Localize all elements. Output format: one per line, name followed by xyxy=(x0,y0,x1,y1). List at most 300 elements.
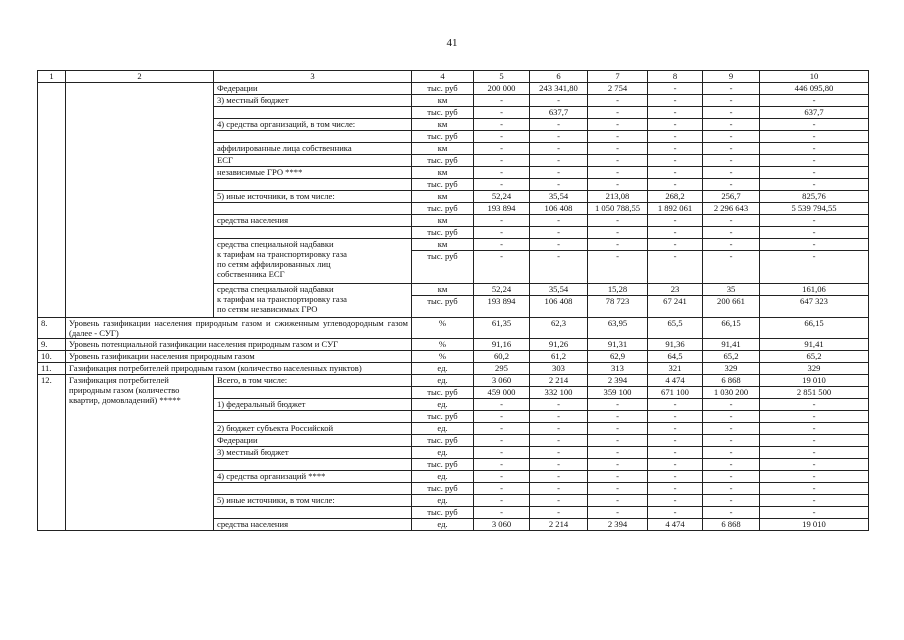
value-cell: - xyxy=(530,483,588,495)
value-cell: 52,24 xyxy=(474,191,530,203)
value-cell: 91,16 xyxy=(474,339,530,351)
unit-cell: ед. xyxy=(412,363,474,375)
value-cell: - xyxy=(474,179,530,191)
value-cell: - xyxy=(648,239,703,251)
value-cell: - xyxy=(760,507,869,519)
value-cell: - xyxy=(474,215,530,227)
value-cell: 459 000 xyxy=(474,387,530,399)
column-header: 5 xyxy=(474,71,530,83)
value-cell: - xyxy=(530,119,588,131)
value-cell: 3 060 xyxy=(474,519,530,531)
unit-cell: тыс. руб xyxy=(412,459,474,471)
value-cell: - xyxy=(474,251,530,284)
value-cell: 63,95 xyxy=(588,318,648,339)
value-cell: - xyxy=(703,179,760,191)
value-cell: 2 394 xyxy=(588,375,648,387)
value-cell: 2 296 643 xyxy=(703,203,760,215)
value-cell: - xyxy=(588,495,648,507)
value-cell: 303 xyxy=(530,363,588,375)
number-cell: 11. xyxy=(38,363,66,375)
value-cell: - xyxy=(588,179,648,191)
value-cell: - xyxy=(530,423,588,435)
value-cell: 313 xyxy=(588,363,648,375)
value-cell: - xyxy=(588,471,648,483)
value-cell: - xyxy=(474,483,530,495)
value-cell: - xyxy=(703,459,760,471)
value-cell: 243 341,80 xyxy=(530,83,588,95)
unit-cell: ед. xyxy=(412,495,474,507)
unit-cell: км xyxy=(412,191,474,203)
value-cell: - xyxy=(760,471,869,483)
value-cell: - xyxy=(588,507,648,519)
unit-cell: км xyxy=(412,239,474,251)
value-cell: - xyxy=(588,251,648,284)
value-cell: - xyxy=(760,131,869,143)
value-cell: - xyxy=(474,155,530,167)
value-cell: 268,2 xyxy=(648,191,703,203)
value-cell: - xyxy=(648,131,703,143)
value-cell: - xyxy=(474,107,530,119)
source-cell xyxy=(214,459,412,471)
unit-cell: км xyxy=(412,167,474,179)
value-cell: - xyxy=(703,399,760,411)
unit-cell: ед. xyxy=(412,423,474,435)
source-cell: 5) иные источники, в том числе: xyxy=(214,495,412,507)
value-cell: - xyxy=(588,239,648,251)
value-cell: - xyxy=(760,155,869,167)
value-cell: 62,3 xyxy=(530,318,588,339)
value-cell: 295 xyxy=(474,363,530,375)
value-cell: 91,26 xyxy=(530,339,588,351)
value-cell: - xyxy=(474,423,530,435)
value-cell: 4 474 xyxy=(648,375,703,387)
number-cell xyxy=(38,83,66,318)
value-cell: - xyxy=(648,435,703,447)
value-cell: - xyxy=(648,483,703,495)
indicator-cell: Газификация потребителей природным газом (количество населенных пунктов) xyxy=(66,363,412,375)
value-cell: - xyxy=(530,143,588,155)
value-cell: - xyxy=(648,155,703,167)
value-cell: 65,2 xyxy=(760,351,869,363)
column-header: 6 xyxy=(530,71,588,83)
column-header: 9 xyxy=(703,71,760,83)
table-row xyxy=(38,375,869,387)
value-cell: - xyxy=(588,155,648,167)
value-cell: - xyxy=(760,119,869,131)
value-cell: - xyxy=(530,435,588,447)
value-cell: 329 xyxy=(703,363,760,375)
value-cell: - xyxy=(588,447,648,459)
number-cell: 8. xyxy=(38,318,66,339)
column-header: 4 xyxy=(412,71,474,83)
value-cell: - xyxy=(530,251,588,284)
source-cell xyxy=(214,227,412,239)
value-cell: - xyxy=(530,507,588,519)
indicator-cell: Уровень потенциальной газификации населения природным газом и СУГ xyxy=(66,339,412,351)
value-cell: 35 xyxy=(703,284,760,296)
unit-cell: тыс. руб xyxy=(412,203,474,215)
value-cell: - xyxy=(648,143,703,155)
source-cell: независимые ГРО **** xyxy=(214,167,412,179)
value-cell: - xyxy=(648,423,703,435)
unit-cell: тыс. руб xyxy=(412,131,474,143)
value-cell: - xyxy=(474,411,530,423)
value-cell: 5 539 794,55 xyxy=(760,203,869,215)
value-cell: - xyxy=(703,119,760,131)
value-cell: - xyxy=(530,227,588,239)
value-cell: - xyxy=(530,399,588,411)
value-cell: - xyxy=(703,227,760,239)
value-cell: - xyxy=(703,411,760,423)
source-cell xyxy=(214,507,412,519)
value-cell: - xyxy=(703,423,760,435)
value-cell: - xyxy=(530,215,588,227)
source-cell: средства населения xyxy=(214,215,412,227)
source-cell xyxy=(214,387,412,399)
source-cell: аффилированные лица собственника xyxy=(214,143,412,155)
value-cell: - xyxy=(703,155,760,167)
column-header: 2 xyxy=(66,71,214,83)
unit-cell: км xyxy=(412,284,474,296)
value-cell: - xyxy=(760,95,869,107)
value-cell: - xyxy=(648,227,703,239)
value-cell: - xyxy=(530,239,588,251)
value-cell: 106 408 xyxy=(530,203,588,215)
source-cell: 4) средства организаций, в том числе: xyxy=(214,119,412,131)
unit-cell: ед. xyxy=(412,375,474,387)
value-cell: - xyxy=(588,423,648,435)
value-cell: - xyxy=(530,155,588,167)
value-cell: - xyxy=(703,435,760,447)
value-cell: - xyxy=(474,131,530,143)
number-cell: 9. xyxy=(38,339,66,351)
source-cell xyxy=(214,483,412,495)
value-cell: - xyxy=(760,215,869,227)
value-cell: - xyxy=(648,83,703,95)
value-cell: - xyxy=(648,179,703,191)
value-cell: - xyxy=(703,239,760,251)
unit-cell: ед. xyxy=(412,519,474,531)
source-line: к тарифам на транспортировку газа xyxy=(217,294,347,304)
value-cell: 4 474 xyxy=(648,519,703,531)
value-cell: - xyxy=(588,399,648,411)
table-row xyxy=(38,351,869,363)
unit-cell: тыс. руб xyxy=(412,411,474,423)
value-cell: - xyxy=(588,167,648,179)
column-header: 3 xyxy=(214,71,412,83)
unit-cell: тыс. руб xyxy=(412,83,474,95)
unit-cell: км xyxy=(412,95,474,107)
value-cell: 671 100 xyxy=(648,387,703,399)
value-cell: 61,2 xyxy=(530,351,588,363)
value-cell: - xyxy=(530,179,588,191)
value-cell: 6 868 xyxy=(703,519,760,531)
value-cell: 3 060 xyxy=(474,375,530,387)
source-line: средства специальной надбавки xyxy=(217,284,334,294)
value-cell: - xyxy=(703,95,760,107)
value-cell: 61,35 xyxy=(474,318,530,339)
value-cell: - xyxy=(760,227,869,239)
data-table xyxy=(37,70,869,531)
value-cell: 60,2 xyxy=(474,351,530,363)
unit-cell: км xyxy=(412,215,474,227)
value-cell: - xyxy=(760,167,869,179)
value-cell: - xyxy=(474,95,530,107)
value-cell: - xyxy=(530,95,588,107)
unit-cell: тыс. руб xyxy=(412,227,474,239)
source-line: по сетям аффилированных лиц xyxy=(217,259,331,269)
unit-cell: тыс. руб xyxy=(412,435,474,447)
value-cell: 62,9 xyxy=(588,351,648,363)
value-cell: - xyxy=(648,167,703,179)
unit-cell: % xyxy=(412,351,474,363)
source-cell: 5) иные источники, в том числе: xyxy=(214,191,412,203)
value-cell: 213,08 xyxy=(588,191,648,203)
unit-cell: тыс. руб xyxy=(412,107,474,119)
value-cell: 321 xyxy=(648,363,703,375)
value-cell: 637,7 xyxy=(760,107,869,119)
table-row xyxy=(38,83,869,95)
value-cell: - xyxy=(588,131,648,143)
value-cell: - xyxy=(530,167,588,179)
value-cell: 359 100 xyxy=(588,387,648,399)
value-cell: - xyxy=(474,495,530,507)
value-cell: - xyxy=(474,447,530,459)
value-cell: - xyxy=(648,411,703,423)
value-cell: - xyxy=(703,83,760,95)
value-cell: - xyxy=(588,119,648,131)
value-cell: - xyxy=(760,411,869,423)
value-cell: 637,7 xyxy=(530,107,588,119)
unit-cell: тыс. руб xyxy=(412,179,474,191)
value-cell: - xyxy=(760,495,869,507)
value-cell: 256,7 xyxy=(703,191,760,203)
value-cell: - xyxy=(648,251,703,284)
value-cell: 66,15 xyxy=(760,318,869,339)
value-cell: - xyxy=(474,471,530,483)
value-cell: 106 408 xyxy=(530,296,588,318)
value-cell: - xyxy=(760,435,869,447)
value-cell: - xyxy=(648,399,703,411)
source-cell: Федерации xyxy=(214,83,412,95)
source-cell: Всего, в том числе: xyxy=(214,375,412,387)
source-cell xyxy=(214,411,412,423)
value-cell: 52,24 xyxy=(474,284,530,296)
value-cell: 65,5 xyxy=(648,318,703,339)
column-header: 8 xyxy=(648,71,703,83)
value-cell: 329 xyxy=(760,363,869,375)
value-cell: - xyxy=(474,239,530,251)
value-cell: - xyxy=(648,107,703,119)
value-cell: - xyxy=(474,143,530,155)
value-cell: 66,15 xyxy=(703,318,760,339)
value-cell: 1 892 061 xyxy=(648,203,703,215)
unit-cell: км xyxy=(412,143,474,155)
value-cell: - xyxy=(760,423,869,435)
value-cell: 161,06 xyxy=(760,284,869,296)
value-cell: 2 214 xyxy=(530,375,588,387)
value-cell: - xyxy=(760,179,869,191)
indicator-cell: Уровень газификации населения природным газом xyxy=(66,351,412,363)
value-cell: - xyxy=(588,227,648,239)
value-cell: - xyxy=(530,411,588,423)
unit-cell: тыс. руб xyxy=(412,387,474,399)
value-cell: - xyxy=(648,215,703,227)
value-cell: - xyxy=(648,447,703,459)
value-cell: - xyxy=(474,435,530,447)
value-cell: 35,54 xyxy=(530,284,588,296)
table-row xyxy=(38,363,869,375)
value-cell: - xyxy=(588,459,648,471)
value-cell: - xyxy=(474,227,530,239)
value-cell: - xyxy=(703,507,760,519)
value-cell: 6 868 xyxy=(703,375,760,387)
indicator-cell: Уровень газификации населения природным газом и сжиженным углеводородным газом (далее - СУГ) xyxy=(66,318,412,339)
value-cell: 19 010 xyxy=(760,519,869,531)
source-cell xyxy=(214,203,412,215)
value-cell: - xyxy=(648,119,703,131)
value-cell: - xyxy=(760,459,869,471)
name-cell xyxy=(66,83,214,318)
value-cell: 1 030 200 xyxy=(703,387,760,399)
value-cell: - xyxy=(703,107,760,119)
value-cell: - xyxy=(648,459,703,471)
value-cell: 193 894 xyxy=(474,203,530,215)
header-row xyxy=(38,71,869,83)
column-header: 10 xyxy=(760,71,869,83)
value-cell: 67 241 xyxy=(648,296,703,318)
value-cell: - xyxy=(703,495,760,507)
source-cell xyxy=(214,107,412,119)
unit-cell: ед. xyxy=(412,447,474,459)
value-cell: - xyxy=(530,447,588,459)
value-cell: 65,2 xyxy=(703,351,760,363)
value-cell: - xyxy=(703,447,760,459)
value-cell: - xyxy=(474,459,530,471)
table-row xyxy=(38,339,869,351)
source-cell: 1) федеральный бюджет xyxy=(214,399,412,411)
source-cell: ЕСГ xyxy=(214,155,412,167)
table-row xyxy=(38,318,869,339)
value-cell: - xyxy=(703,143,760,155)
value-cell: - xyxy=(474,167,530,179)
value-cell: - xyxy=(703,167,760,179)
value-cell: - xyxy=(760,447,869,459)
value-cell: 91,36 xyxy=(648,339,703,351)
value-cell: - xyxy=(588,95,648,107)
indicator-cell: Газификация потребителей природным газом (количество квартир, домовладений) ***** xyxy=(66,375,214,531)
value-cell: 78 723 xyxy=(588,296,648,318)
value-cell: - xyxy=(530,471,588,483)
value-cell: 91,41 xyxy=(703,339,760,351)
unit-cell: % xyxy=(412,339,474,351)
value-cell: - xyxy=(474,399,530,411)
value-cell: - xyxy=(588,107,648,119)
value-cell: 647 323 xyxy=(760,296,869,318)
source-line: средства специальной надбавки xyxy=(217,239,334,249)
source-line: собственника ЕСГ xyxy=(217,269,285,279)
value-cell: - xyxy=(588,215,648,227)
value-cell: 193 894 xyxy=(474,296,530,318)
column-header: 1 xyxy=(38,71,66,83)
source-cell: 4) средства организаций **** xyxy=(214,471,412,483)
value-cell: - xyxy=(474,507,530,519)
value-cell: - xyxy=(703,251,760,284)
value-cell: 2 754 xyxy=(588,83,648,95)
unit-cell: ед. xyxy=(412,399,474,411)
source-cell xyxy=(214,284,412,318)
number-cell: 12. xyxy=(38,375,66,531)
value-cell: - xyxy=(648,471,703,483)
value-cell: - xyxy=(648,495,703,507)
value-cell: - xyxy=(703,471,760,483)
value-cell: - xyxy=(530,131,588,143)
source-cell xyxy=(214,239,412,284)
value-cell: - xyxy=(760,399,869,411)
source-cell: 2) бюджет субъекта Российской xyxy=(214,423,412,435)
number-cell: 10. xyxy=(38,351,66,363)
source-cell: 3) местный бюджет xyxy=(214,95,412,107)
value-cell: - xyxy=(760,239,869,251)
value-cell: 15,28 xyxy=(588,284,648,296)
value-cell: - xyxy=(648,507,703,519)
value-cell: - xyxy=(530,495,588,507)
value-cell: 2 394 xyxy=(588,519,648,531)
page-number: 41 xyxy=(446,37,458,49)
unit-cell: тыс. руб xyxy=(412,155,474,167)
value-cell: - xyxy=(703,483,760,495)
value-cell: - xyxy=(588,411,648,423)
value-cell: 64,5 xyxy=(648,351,703,363)
value-cell: - xyxy=(703,215,760,227)
source-cell: 3) местный бюджет xyxy=(214,447,412,459)
value-cell: 825,76 xyxy=(760,191,869,203)
source-cell: Федерации xyxy=(214,435,412,447)
unit-cell: км xyxy=(412,119,474,131)
value-cell: 2 214 xyxy=(530,519,588,531)
unit-cell: тыс. руб xyxy=(412,483,474,495)
unit-cell: тыс. руб xyxy=(412,251,474,284)
unit-cell: тыс. руб xyxy=(412,507,474,519)
source-cell xyxy=(214,131,412,143)
column-header: 7 xyxy=(588,71,648,83)
unit-cell: % xyxy=(412,318,474,339)
value-cell: - xyxy=(648,95,703,107)
value-cell: - xyxy=(588,143,648,155)
value-cell: - xyxy=(588,483,648,495)
value-cell: 2 851 500 xyxy=(760,387,869,399)
source-cell: средства населения xyxy=(214,519,412,531)
unit-cell: ед. xyxy=(412,471,474,483)
value-cell: - xyxy=(588,435,648,447)
value-cell: 200 661 xyxy=(703,296,760,318)
value-cell: 446 095,80 xyxy=(760,83,869,95)
value-cell: - xyxy=(760,483,869,495)
value-cell: - xyxy=(760,251,869,284)
value-cell: 1 050 788,55 xyxy=(588,203,648,215)
value-cell: 19 010 xyxy=(760,375,869,387)
value-cell: - xyxy=(530,459,588,471)
value-cell: 200 000 xyxy=(474,83,530,95)
value-cell: - xyxy=(703,131,760,143)
value-cell: - xyxy=(760,143,869,155)
unit-cell: тыс. руб xyxy=(412,296,474,318)
value-cell: 91,41 xyxy=(760,339,869,351)
value-cell: - xyxy=(474,119,530,131)
value-cell: 332 100 xyxy=(530,387,588,399)
source-line: по сетям независимых ГРО xyxy=(217,304,318,314)
value-cell: 91,31 xyxy=(588,339,648,351)
